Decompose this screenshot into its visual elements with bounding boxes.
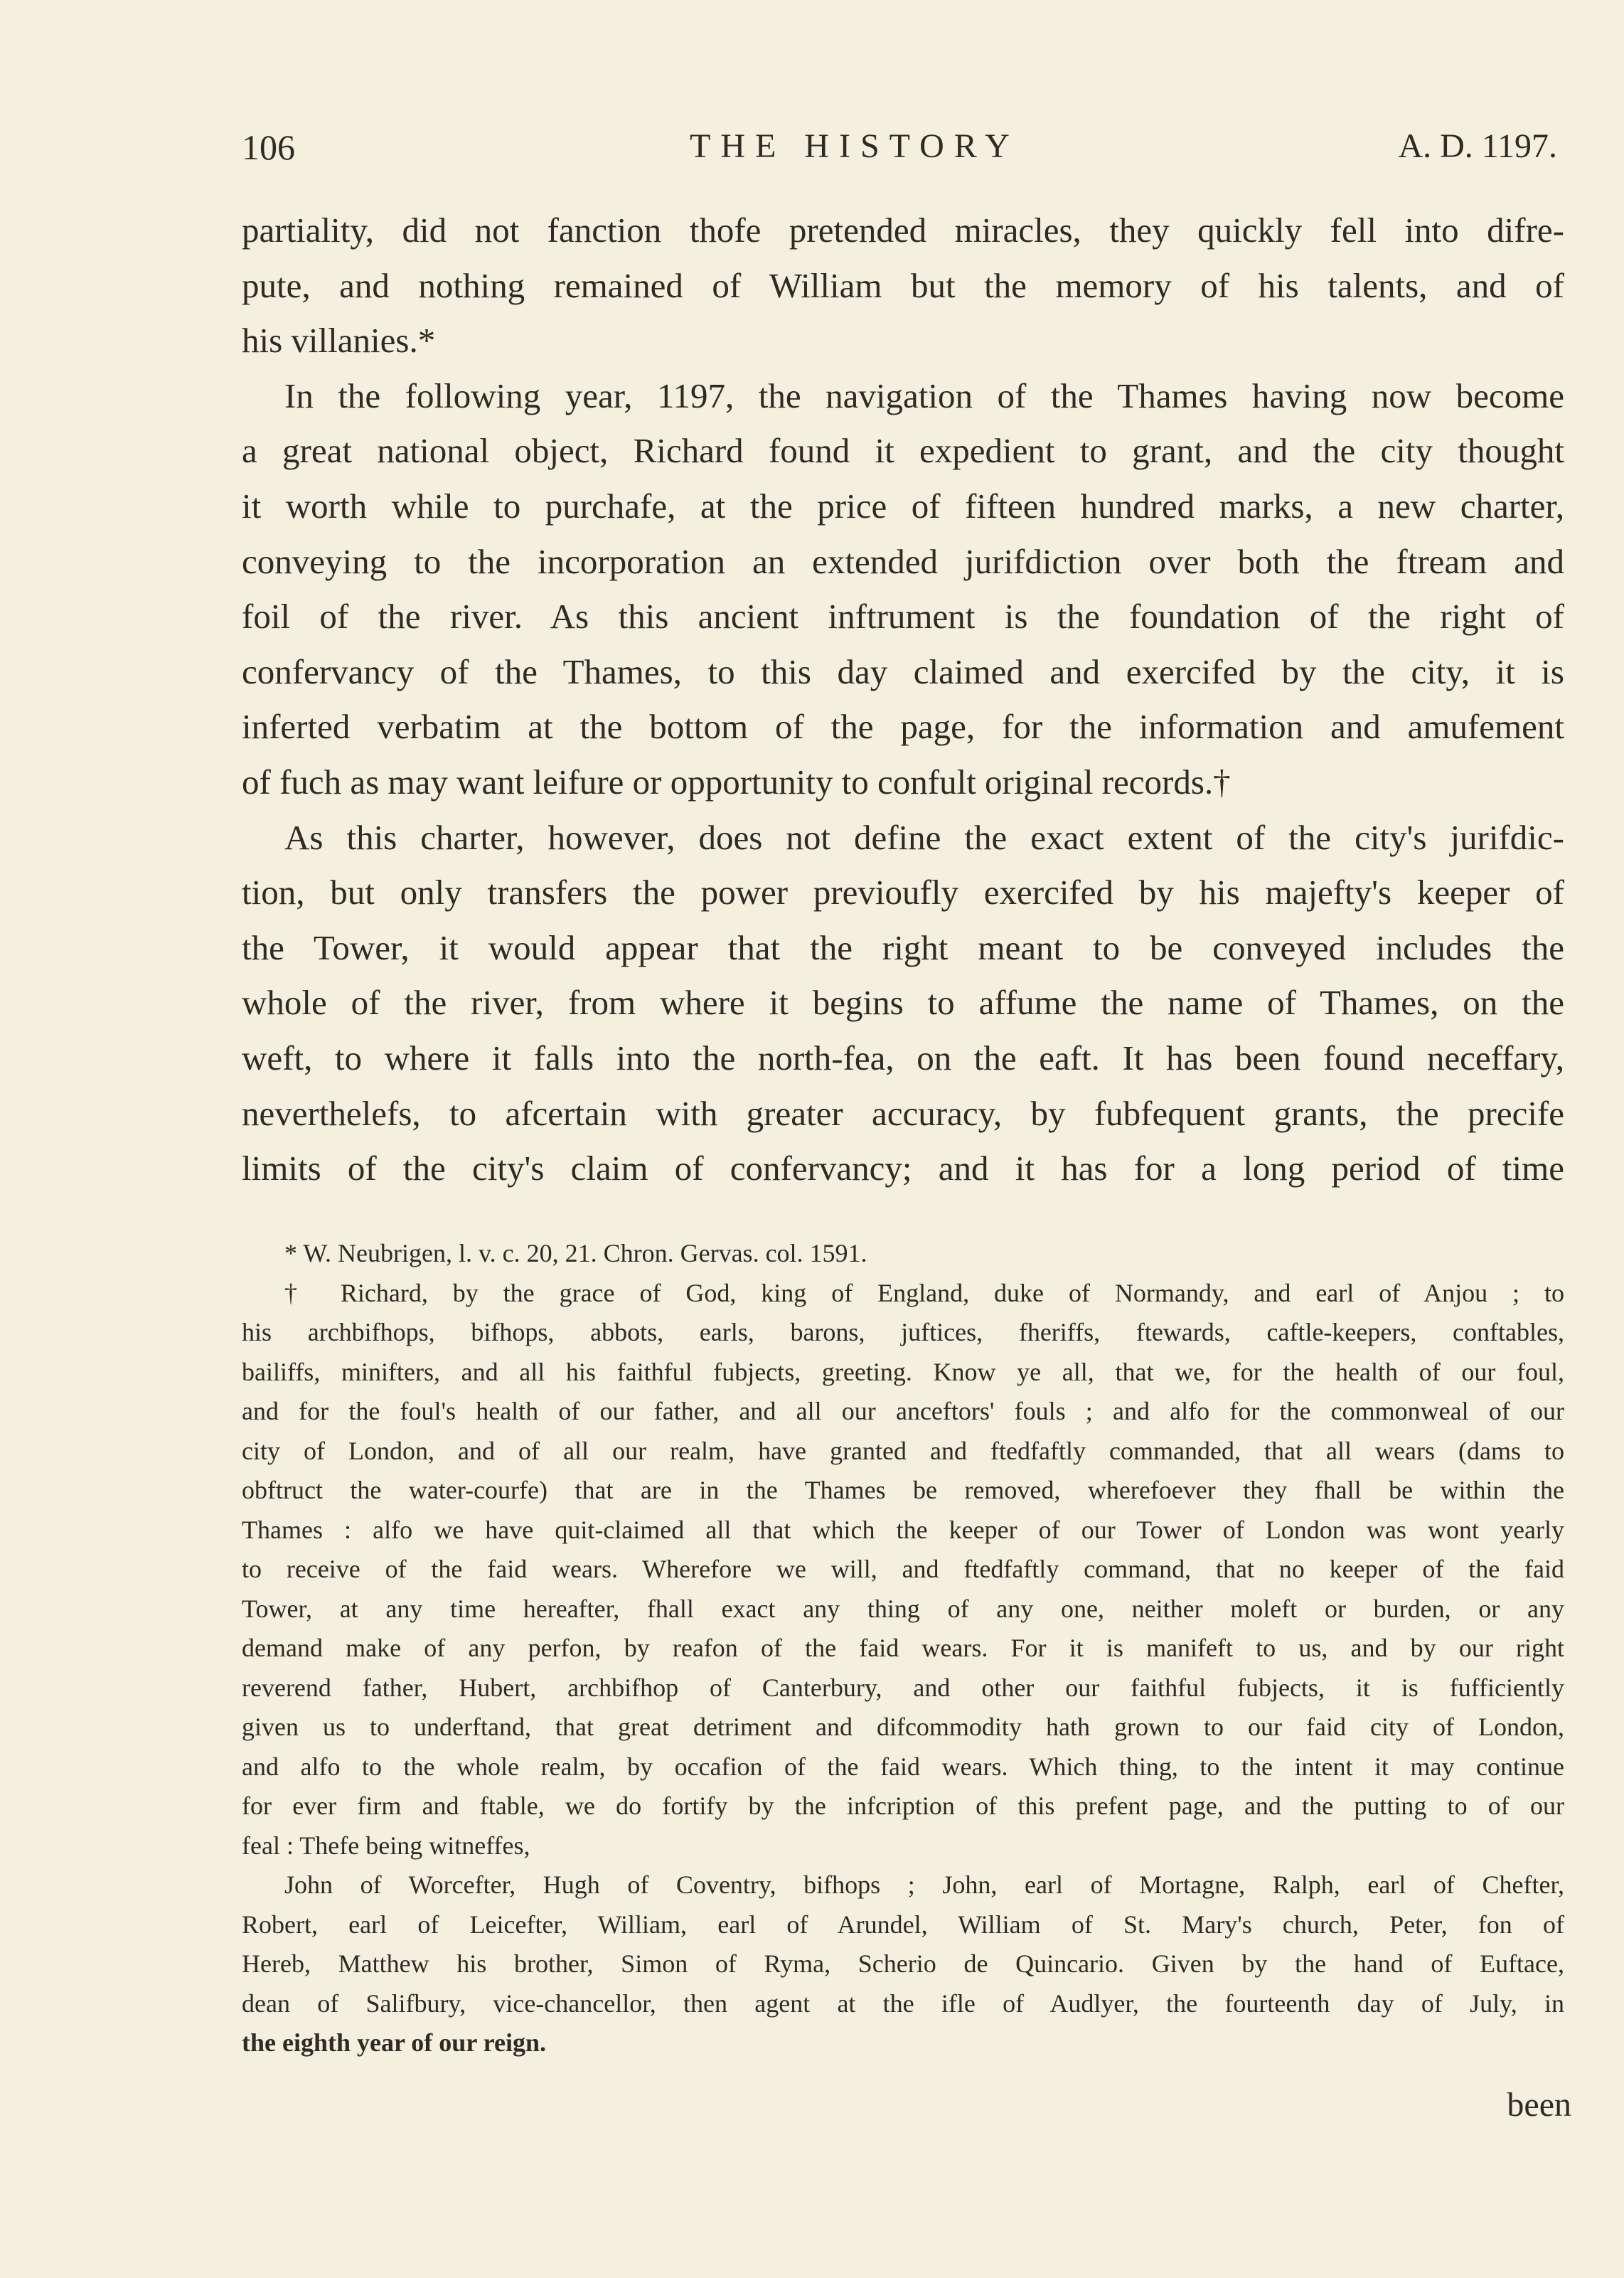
footnote-line: his archbifhops, bifhops, abbots, earls, barons, juftices, fheriffs, ftewards, caftle-keepers, conftables,: [242, 1318, 1564, 1346]
text-line: his villanies.*: [242, 321, 436, 361]
text-line: whole of the river, from where it begins to affume the name of Thames, on the: [242, 983, 1564, 1023]
text-line: it worth while to purchafe, at the price of fifteen hundred marks, a new charter,: [242, 486, 1564, 526]
text-line: tion, but only transfers the power previoufly exercifed by his majefty's keeper of: [242, 873, 1564, 912]
footnote-line: to receive of the faid wears. Wherefore we will, and ftedfaftly command, that no keeper of the faid: [242, 1555, 1564, 1583]
footnote-line: Robert, earl of Leicefter, William, earl of Arundel, William of St. Mary's church, Peter, fon of: [242, 1910, 1564, 1939]
footnote-line: dean of Salifbury, vice-chancellor, then agent at the ifle of Audlyer, the fourteenth day of July, in: [242, 1989, 1564, 2018]
footnote-line: † Richard, by the grace of God, king of England, duke of Normandy, and earl of Anjou ; to: [284, 1278, 1564, 1307]
main-text: [242, 203, 1564, 1196]
footnote-line: and for the foul's health of our father, and all our anceftors' fouls ; and alfo for the commonweal of our: [242, 1397, 1564, 1425]
text-line: a great national object, Richard found it expedient to grant, and the city thought: [242, 431, 1564, 471]
footnote-line: John of Worcefter, Hugh of Coventry, bifhops ; John, earl of Mortagne, Ralph, earl of Chefter,: [284, 1870, 1564, 1899]
text-line: limits of the city's claim of confervancy; and it has for a long period of time: [242, 1149, 1564, 1188]
footnote-line: reverend father, Hubert, archbifhop of Canterbury, and other our faithful fubjects, it is fufficiently: [242, 1673, 1564, 1702]
footnote-line: * W. Neubrigen, l. v. c. 20, 21. Chron. Gervas. col. 1591.: [284, 1239, 867, 1267]
text-line: inferted verbatim at the bottom of the page, for the information and amufement: [242, 707, 1564, 747]
footnote-line: Thames : alfo we have quit-claimed all that which the keeper of our Tower of London was wont yearly: [242, 1515, 1564, 1544]
header-date: A. D. 1197.: [1398, 127, 1557, 165]
footnotes: [242, 1234, 1564, 2063]
footnote-line: Tower, at any time hereafter, fhall exact any thing of any one, neither moleft or burden, or any: [242, 1594, 1564, 1623]
footnote-line: obftruct the water-courfe) that are in the Thames be removed, wherefoever they fhall be within the: [242, 1476, 1564, 1504]
text-line: In the following year, 1197, the navigation of the Thames having now become: [284, 376, 1564, 415]
text-line: of fuch as may want leifure or opportunity to confult original records.†: [242, 762, 1231, 802]
text-line: weft, to where it falls into the north-fea, on the eaft. It has been found neceffary,: [242, 1038, 1564, 1077]
footnote-line: Hereb, Matthew his brother, Simon of Ryma, Scherio de Quincario. Given by the hand of Euftace,: [242, 1949, 1564, 1978]
footnote-line: and alfo to the whole realm, by occafion of the faid wears. Which thing, to the intent it may continue: [242, 1752, 1564, 1781]
footnote-line: city of London, and of all our realm, have granted and ftedfaftly commanded, that all wears (dams to: [242, 1436, 1564, 1465]
catchword: been: [1507, 2086, 1571, 2124]
footnote-line: demand make of any perfon, by reafon of the faid wears. For it is manifeft to us, and by our right: [242, 1634, 1564, 1662]
text-line: As this charter, however, does not define the exact extent of the city's jurifdic-: [284, 817, 1564, 857]
text-line: conveying to the incorporation an extended jurifdiction over both the ftream and: [242, 541, 1564, 581]
footnote-line: for ever firm and ftable, we do fortify by the infcription of this prefent page, and the putting to of our: [242, 1792, 1564, 1820]
text-line: the Tower, it would appear that the right meant to be conveyed includes the: [242, 927, 1564, 967]
footnote-line: given us to underftand, that great detriment and difcommodity hath grown to our faid city of London,: [242, 1713, 1564, 1741]
page-number: 106: [242, 127, 295, 167]
text-line: partiality, did not fanction thofe pretended miracles, they quickly fell into difre-: [242, 211, 1564, 250]
text-line: pute, and nothing remained of William but the memory of his talents, and of: [242, 265, 1564, 305]
text-line: foil of the river. As this ancient inftrument is the foundation of the right of: [242, 597, 1564, 637]
running-header: [242, 127, 1557, 183]
running-title: THE HISTORY: [690, 127, 1020, 165]
footnote-line: feal : Thefe being witneffes,: [242, 1831, 530, 1860]
text-line: confervancy of the Thames, to this day claimed and exercifed by the city, it is: [242, 651, 1564, 691]
footnote-line: bailiffs, minifters, and all his faithful fubjects, greeting. Know ye all, that we, for the health of our foul,: [242, 1357, 1564, 1386]
footnote-line: the eighth year of our reign.: [242, 2028, 546, 2057]
text-line: neverthelefs, to afcertain with greater accuracy, by fubfequent grants, the precife: [242, 1093, 1564, 1133]
